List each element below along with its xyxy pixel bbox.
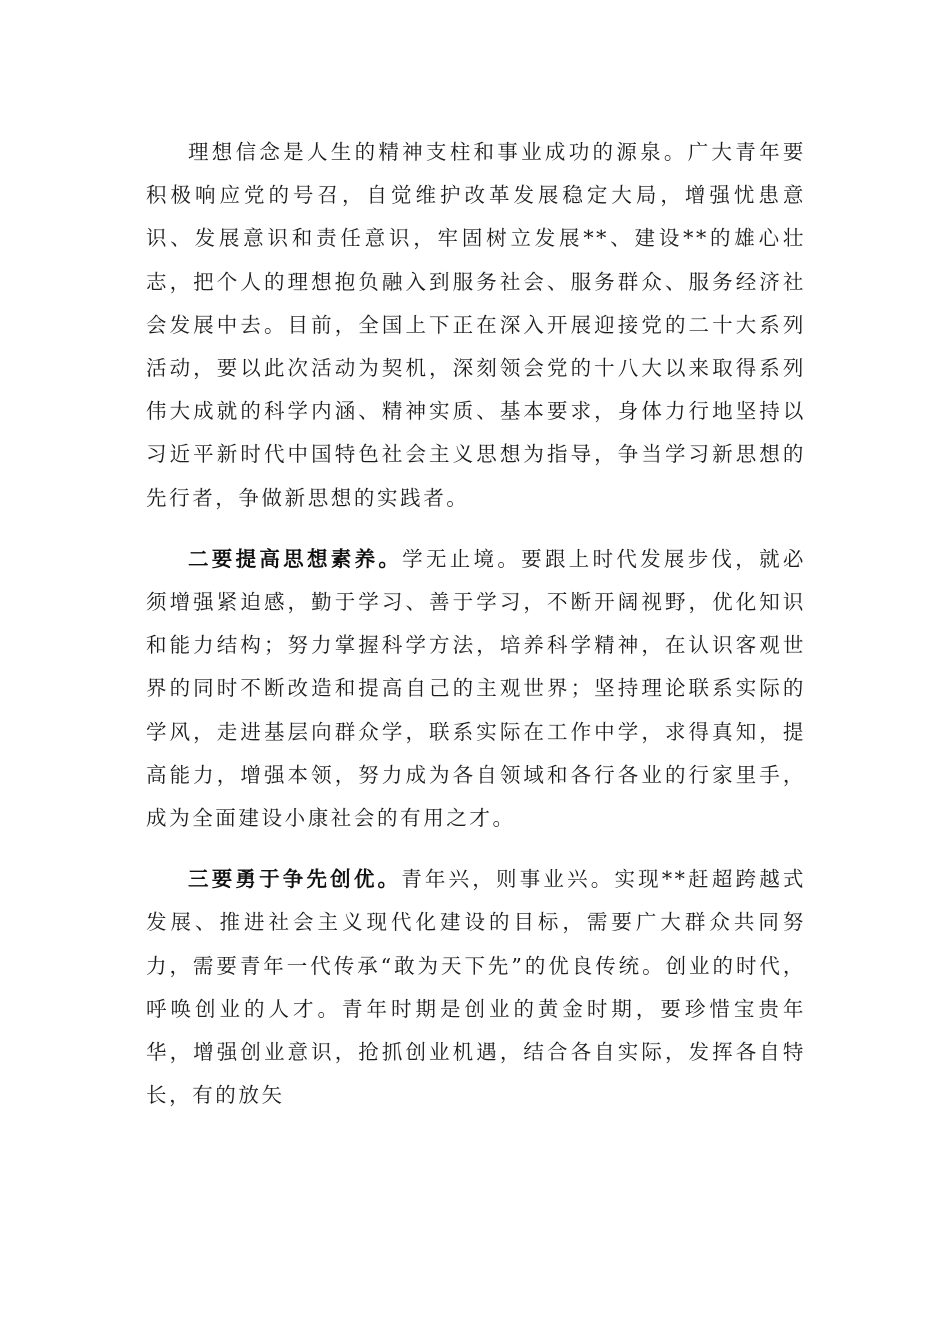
paragraph-2 [146, 538, 806, 840]
paragraph-3-text: 青年兴，则事业兴。实现**赶超跨越式发展、推进社会主义现代化建设的目标，需要广大群众共同努力，需要青年一代传承“敢为天下先”的优良传统。创业的时代，呼唤创业的人才。青年时期是创业的黄金时期，要珍惜宝贵年华，增强创业意识，抢抓创业机遇，结合各自实际，发挥各自特长，有的放矢 [146, 867, 806, 1108]
paragraph-3 [146, 858, 806, 1117]
paragraph-3-lead: 三要勇于争先创优。 [188, 867, 402, 892]
paragraph-2-lead: 二要提高思想素养。 [188, 546, 403, 571]
paragraph-2-text: 学无止境。要跟上时代发展步伐，就必须增强紧迫感，勤于学习、善于学习，不断开阔视野，优化知识和能力结构；努力掌握科学方法，培养科学精神，在认识客观世界的同时不断改造和提高自己的主观世界；坚持理论联系实际的学风，走进基层向群众学，联系实际在工作中学，求得真知，提高能力，增强本领，努力成为各自领域和各行各业的行家里手，成为全面建设小康社会的有用之才。 [146, 546, 807, 831]
document-body [146, 131, 806, 1117]
paragraph-1 [146, 131, 806, 520]
paragraph-1-text: 理想信念是人生的精神支柱和事业成功的源泉。广大青年要积极响应党的号召，自觉维护改革发展稳定大局，增强忧患意识、发展意识和责任意识，牢固树立发展**、建设**的雄心壮志，把个人的理想抱负融入到服务社会、服务群众、服务经济社会发展中去。目前，全国上下正在深入开展迎接党的二十大系列活动，要以此次活动为契机，深刻领会党的十八大以来取得系列伟大成就的科学内涵、精神实质、基本要求，身体力行地坚持以习近平新时代中国特色社会主义思想为指导，争当学习新思想的先行者，争做新思想的实践者。 [146, 140, 806, 510]
